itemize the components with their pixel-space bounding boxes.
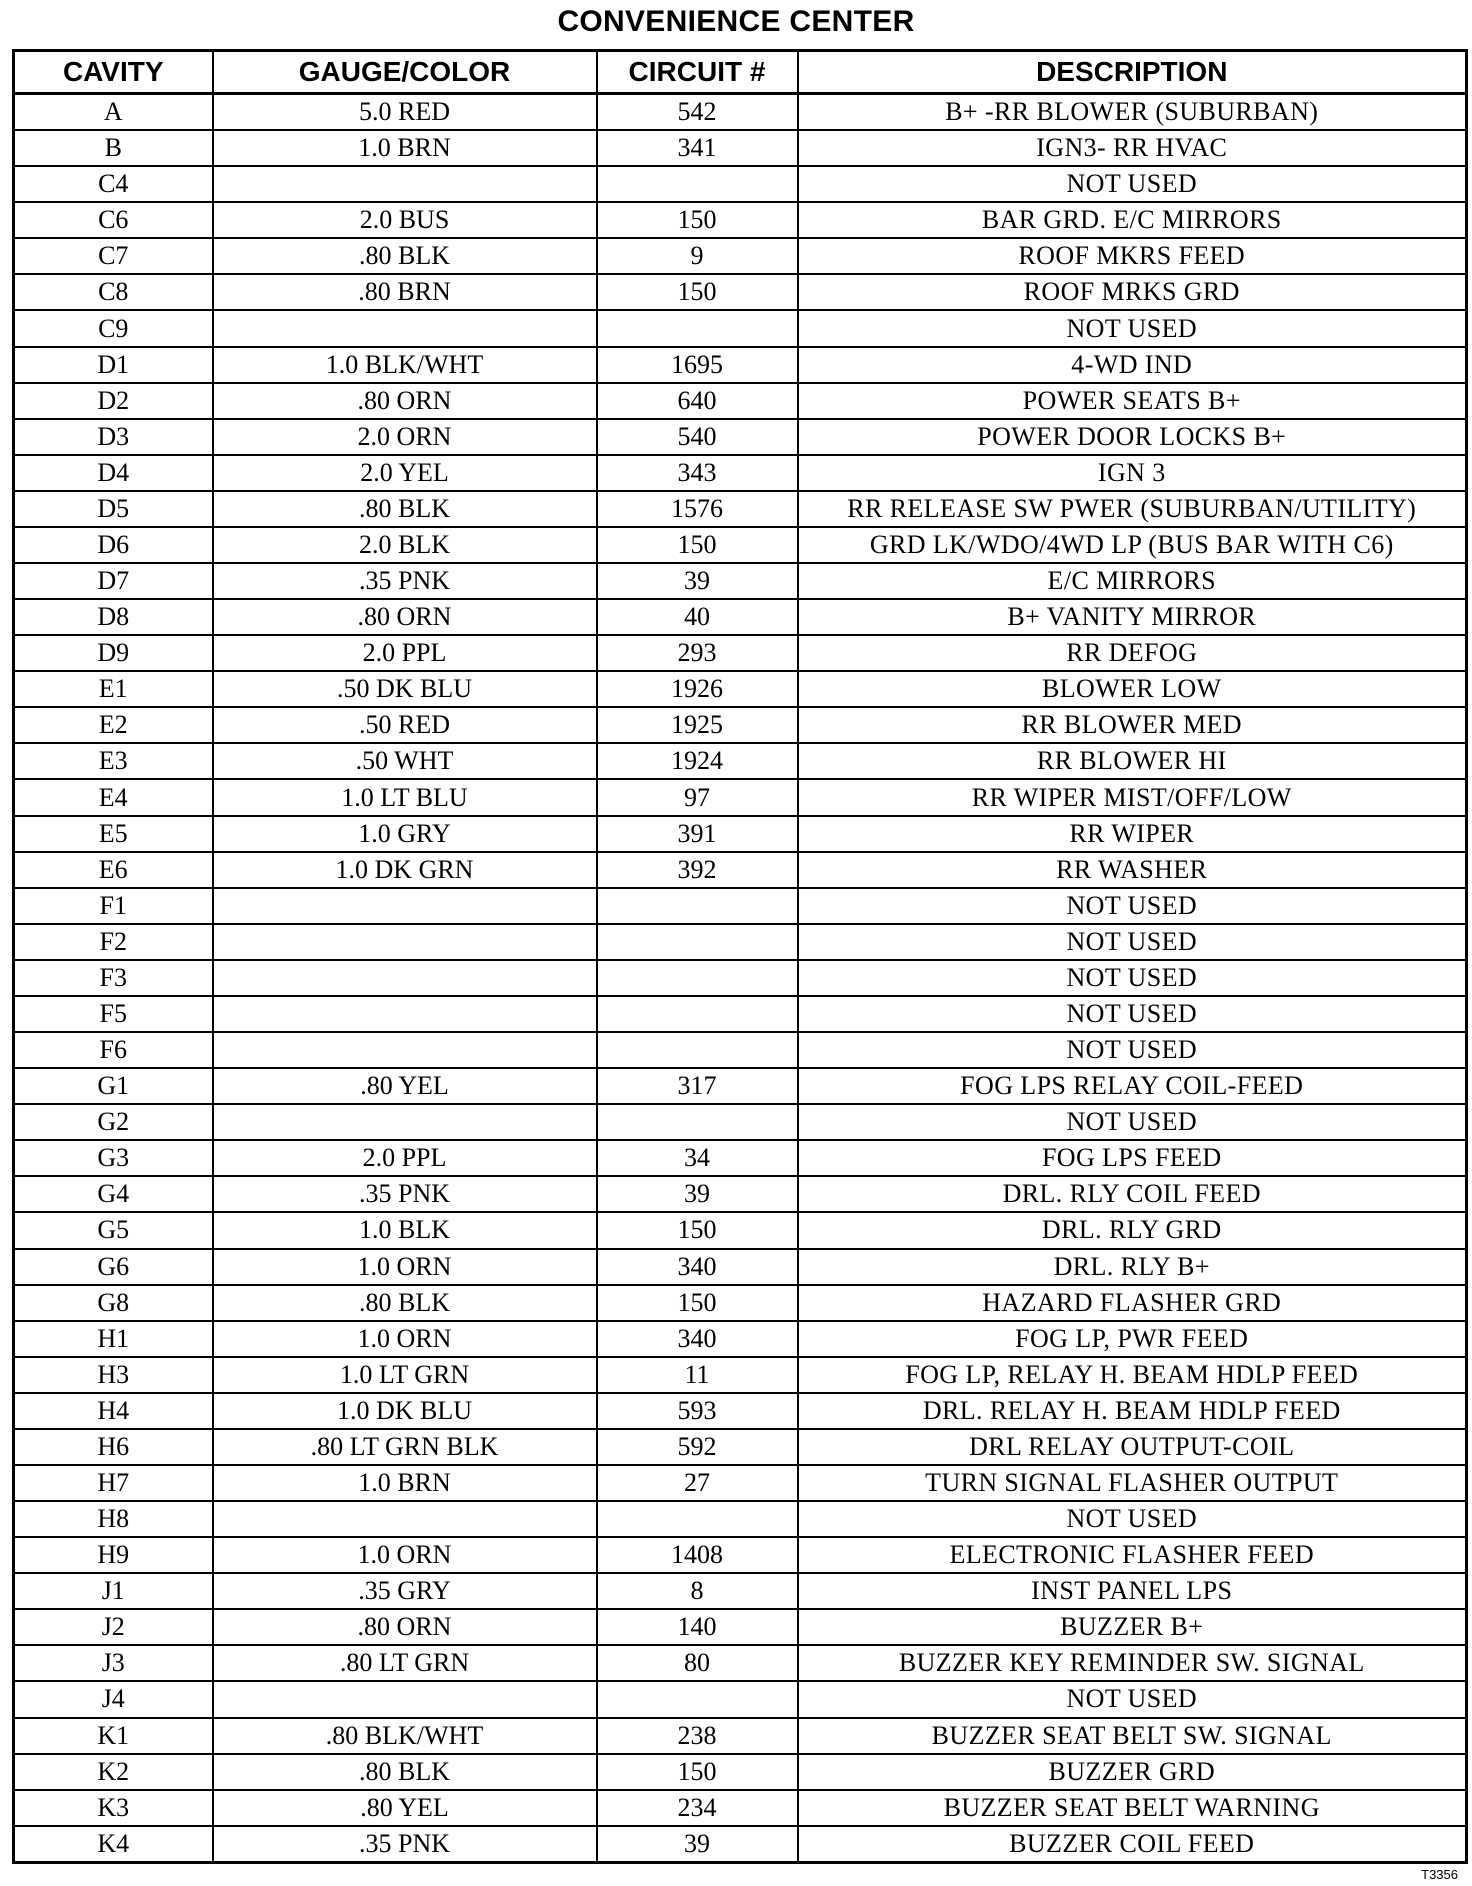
cell-cavity: G2 [14,1104,213,1140]
cell-cavity: D1 [14,347,213,383]
cell-description: NOT USED [798,888,1467,924]
table-row [14,816,1467,852]
cell-cavity: D2 [14,383,213,419]
cell-gauge-color: 1.0 ORN [213,1537,597,1573]
cell-circuit-number: 97 [597,779,798,815]
cell-circuit-number: 238 [597,1718,798,1754]
cell-description: DRL. RLY GRD [798,1212,1467,1248]
cell-circuit-number [597,1681,798,1717]
table-row [14,1357,1467,1393]
table-row [14,1249,1467,1285]
cell-cavity: F1 [14,888,213,924]
header-cavity: CAVITY [14,51,213,94]
page-title: CONVENIENCE CENTER [557,5,915,38]
cell-cavity: G3 [14,1140,213,1176]
cell-circuit-number: 542 [597,94,798,131]
cell-cavity: J1 [14,1573,213,1609]
cell-description: TURN SIGNAL FLASHER OUTPUT [798,1465,1467,1501]
cell-cavity: C4 [14,166,213,202]
cell-gauge-color [213,1104,597,1140]
table-body [14,94,1467,1863]
cell-circuit-number [597,960,798,996]
cell-gauge-color: 1.0 LT GRN [213,1357,597,1393]
cell-circuit-number: 150 [597,527,798,563]
cell-gauge-color: 1.0 BLK/WHT [213,347,597,383]
cell-description: FOG LPS FEED [798,1140,1467,1176]
cell-gauge-color [213,924,597,960]
cell-gauge-color: .80 BLK [213,1285,597,1321]
cell-description: BAR GRD. E/C MIRRORS [798,202,1467,238]
cell-gauge-color: .80 BLK [213,238,597,274]
cell-cavity: B [14,130,213,166]
cell-cavity: F6 [14,1032,213,1068]
cell-gauge-color: .80 BLK [213,491,597,527]
cell-circuit-number: 9 [597,238,798,274]
table-row [14,1032,1467,1068]
cell-gauge-color: 1.0 GRY [213,816,597,852]
table-row [14,455,1467,491]
cell-cavity: D8 [14,599,213,635]
cell-gauge-color: .80 ORN [213,383,597,419]
cell-cavity: E5 [14,816,213,852]
cell-cavity: H6 [14,1429,213,1465]
cell-circuit-number: 8 [597,1573,798,1609]
table-row [14,888,1467,924]
table-row [14,238,1467,274]
cell-circuit-number: 293 [597,635,798,671]
table-row [14,1104,1467,1140]
cell-circuit-number: 150 [597,1285,798,1321]
cell-circuit-number: 140 [597,1609,798,1645]
table-row [14,1140,1467,1176]
cell-description: BUZZER KEY REMINDER SW. SIGNAL [798,1645,1467,1681]
cell-description: BUZZER B+ [798,1609,1467,1645]
cell-description: NOT USED [798,996,1467,1032]
table-row [14,130,1467,166]
cell-cavity: H9 [14,1537,213,1573]
table-row [14,852,1467,888]
cell-circuit-number: 150 [597,274,798,310]
figure-code: T3356 [1421,1867,1458,1882]
cell-cavity: H4 [14,1393,213,1429]
cell-gauge-color: 1.0 ORN [213,1249,597,1285]
cell-cavity: J4 [14,1681,213,1717]
cell-cavity: D9 [14,635,213,671]
cell-description: FOG LPS RELAY COIL-FEED [798,1068,1467,1104]
cell-circuit-number: 40 [597,599,798,635]
cell-description: BLOWER LOW [798,671,1467,707]
cell-circuit-number [597,924,798,960]
table-row [14,1429,1467,1465]
cell-description: DRL. RELAY H. BEAM HDLP FEED [798,1393,1467,1429]
cell-description: IGN 3 [798,455,1467,491]
table-row [14,1718,1467,1754]
table-row [14,1285,1467,1321]
cell-description: NOT USED [798,924,1467,960]
cell-gauge-color: 2.0 PPL [213,1140,597,1176]
cell-circuit-number: 343 [597,455,798,491]
cell-description: NOT USED [798,960,1467,996]
cell-gauge-color: 2.0 ORN [213,419,597,455]
cell-cavity: H8 [14,1501,213,1537]
table-row [14,1754,1467,1790]
cell-description: RR DEFOG [798,635,1467,671]
cell-description: INST PANEL LPS [798,1573,1467,1609]
cell-circuit-number: 27 [597,1465,798,1501]
cell-cavity: K2 [14,1754,213,1790]
table-row [14,599,1467,635]
cell-circuit-number [597,996,798,1032]
cell-description: DRL. RLY COIL FEED [798,1176,1467,1212]
cell-cavity: E4 [14,779,213,815]
cell-gauge-color: 1.0 BLK [213,1212,597,1248]
cell-cavity: C6 [14,202,213,238]
cell-cavity: K4 [14,1826,213,1863]
convenience-center-table [12,49,1468,1864]
table-row [14,1609,1467,1645]
cell-circuit-number: 1926 [597,671,798,707]
cell-circuit-number [597,1501,798,1537]
cell-gauge-color: 1.0 DK GRN [213,852,597,888]
cell-cavity: C9 [14,310,213,346]
cell-description: RR BLOWER HI [798,743,1467,779]
table-row [14,996,1467,1032]
header-gauge-color: GAUGE/COLOR [213,51,597,94]
cell-gauge-color: .80 ORN [213,1609,597,1645]
cell-gauge-color: 5.0 RED [213,94,597,131]
cell-circuit-number: 234 [597,1790,798,1826]
table-row [14,1212,1467,1248]
cell-circuit-number: 1925 [597,707,798,743]
cell-gauge-color: .80 BLK [213,1754,597,1790]
cell-circuit-number: 150 [597,1212,798,1248]
cell-gauge-color: .80 LT GRN [213,1645,597,1681]
cell-circuit-number: 640 [597,383,798,419]
cell-gauge-color: .50 WHT [213,743,597,779]
table-row [14,94,1467,131]
cell-cavity: H7 [14,1465,213,1501]
table-row [14,274,1467,310]
cell-cavity: F5 [14,996,213,1032]
cell-gauge-color: 2.0 PPL [213,635,597,671]
cell-description: B+ VANITY MIRROR [798,599,1467,635]
cell-description: NOT USED [798,166,1467,202]
cell-gauge-color [213,960,597,996]
table-row [14,1681,1467,1717]
table-row [14,960,1467,996]
header-description: DESCRIPTION [798,51,1467,94]
cell-description: NOT USED [798,1104,1467,1140]
cell-gauge-color: .80 BRN [213,274,597,310]
cell-description: GRD LK/WDO/4WD LP (BUS BAR WITH C6) [798,527,1467,563]
cell-circuit-number: 39 [597,1176,798,1212]
table-row [14,310,1467,346]
cell-circuit-number: 1408 [597,1537,798,1573]
cell-description: NOT USED [798,1032,1467,1068]
cell-cavity: A [14,94,213,131]
table-header [14,51,1467,94]
cell-circuit-number: 1924 [597,743,798,779]
cell-cavity: H3 [14,1357,213,1393]
cell-cavity: J2 [14,1609,213,1645]
cell-circuit-number [597,888,798,924]
table-row [14,1645,1467,1681]
cell-description: DRL. RLY B+ [798,1249,1467,1285]
table-row [14,491,1467,527]
header-row [14,51,1467,94]
cell-description: BUZZER SEAT BELT WARNING [798,1790,1467,1826]
cell-circuit-number: 80 [597,1645,798,1681]
table-row [14,671,1467,707]
table-row [14,707,1467,743]
cell-circuit-number: 150 [597,202,798,238]
cell-gauge-color: .50 RED [213,707,597,743]
table-row [14,1790,1467,1826]
cell-description: RR WIPER MIST/OFF/LOW [798,779,1467,815]
cell-cavity: G8 [14,1285,213,1321]
cell-gauge-color: .35 PNK [213,563,597,599]
cell-circuit-number [597,1032,798,1068]
cell-cavity: G4 [14,1176,213,1212]
cell-gauge-color [213,166,597,202]
table-row [14,419,1467,455]
table-row [14,527,1467,563]
cell-circuit-number [597,310,798,346]
table-row [14,743,1467,779]
cell-description: DRL RELAY OUTPUT-COIL [798,1429,1467,1465]
cell-gauge-color [213,996,597,1032]
cell-gauge-color: 2.0 YEL [213,455,597,491]
cell-description: FOG LP, RELAY H. BEAM HDLP FEED [798,1357,1467,1393]
cell-circuit-number: 317 [597,1068,798,1104]
cell-gauge-color: 1.0 DK BLU [213,1393,597,1429]
cell-description: E/C MIRRORS [798,563,1467,599]
cell-cavity: K3 [14,1790,213,1826]
cell-cavity: E3 [14,743,213,779]
cell-circuit-number: 392 [597,852,798,888]
table-row [14,1393,1467,1429]
cell-circuit-number: 540 [597,419,798,455]
cell-description: ROOF MRKS GRD [798,274,1467,310]
cell-cavity: D7 [14,563,213,599]
cell-circuit-number: 1576 [597,491,798,527]
cell-gauge-color: .35 PNK [213,1176,597,1212]
cell-description: BUZZER GRD [798,1754,1467,1790]
cell-cavity: F3 [14,960,213,996]
cell-gauge-color [213,888,597,924]
cell-description: B+ -RR BLOWER (SUBURBAN) [798,94,1467,131]
cell-circuit-number: 150 [597,1754,798,1790]
cell-circuit-number: 391 [597,816,798,852]
cell-cavity: D5 [14,491,213,527]
cell-gauge-color: .80 BLK/WHT [213,1718,597,1754]
cell-description: IGN3- RR HVAC [798,130,1467,166]
cell-description: RR BLOWER MED [798,707,1467,743]
cell-cavity: D6 [14,527,213,563]
cell-circuit-number: 11 [597,1357,798,1393]
cell-circuit-number: 1695 [597,347,798,383]
cell-description: POWER SEATS B+ [798,383,1467,419]
cell-cavity: F2 [14,924,213,960]
cell-circuit-number: 592 [597,1429,798,1465]
cell-gauge-color: 2.0 BLK [213,527,597,563]
table-row [14,1465,1467,1501]
table-row [14,383,1467,419]
cell-gauge-color: 2.0 BUS [213,202,597,238]
cell-circuit-number: 593 [597,1393,798,1429]
table-row [14,635,1467,671]
cell-description: POWER DOOR LOCKS B+ [798,419,1467,455]
table-row [14,1068,1467,1104]
cell-cavity: G5 [14,1212,213,1248]
cell-circuit-number: 340 [597,1249,798,1285]
cell-cavity: E2 [14,707,213,743]
cell-description: BUZZER SEAT BELT SW. SIGNAL [798,1718,1467,1754]
cell-gauge-color: .80 YEL [213,1068,597,1104]
table-row [14,563,1467,599]
table-row [14,1321,1467,1357]
cell-cavity: C7 [14,238,213,274]
cell-cavity: K1 [14,1718,213,1754]
cell-cavity: H1 [14,1321,213,1357]
cell-gauge-color [213,1681,597,1717]
cell-gauge-color [213,1032,597,1068]
table-row [14,347,1467,383]
table-row [14,1826,1467,1863]
cell-description: ELECTRONIC FLASHER FEED [798,1537,1467,1573]
cell-circuit-number: 340 [597,1321,798,1357]
cell-cavity: G6 [14,1249,213,1285]
cell-gauge-color: .80 YEL [213,1790,597,1826]
cell-cavity: C8 [14,274,213,310]
cell-description: HAZARD FLASHER GRD [798,1285,1467,1321]
cell-gauge-color: 1.0 ORN [213,1321,597,1357]
table-row [14,1176,1467,1212]
cell-description: ROOF MKRS FEED [798,238,1467,274]
cell-cavity: G1 [14,1068,213,1104]
cell-circuit-number: 39 [597,563,798,599]
header-circuit-number: CIRCUIT # [597,51,798,94]
cell-circuit-number: 39 [597,1826,798,1863]
cell-gauge-color: .80 LT GRN BLK [213,1429,597,1465]
cell-gauge-color: .50 DK BLU [213,671,597,707]
table-row [14,202,1467,238]
cell-cavity: D3 [14,419,213,455]
cell-cavity: E6 [14,852,213,888]
cell-description: RR WASHER [798,852,1467,888]
cell-description: RR WIPER [798,816,1467,852]
cell-cavity: J3 [14,1645,213,1681]
cell-gauge-color: .35 PNK [213,1826,597,1863]
cell-cavity: D4 [14,455,213,491]
cell-gauge-color: 1.0 BRN [213,130,597,166]
cell-description: NOT USED [798,1501,1467,1537]
cell-circuit-number [597,1104,798,1140]
cell-cavity: E1 [14,671,213,707]
cell-gauge-color: .35 GRY [213,1573,597,1609]
cell-gauge-color: .80 ORN [213,599,597,635]
table-row [14,1501,1467,1537]
table-row [14,166,1467,202]
cell-gauge-color: 1.0 BRN [213,1465,597,1501]
table-row [14,1573,1467,1609]
table-row [14,779,1467,815]
cell-circuit-number: 341 [597,130,798,166]
table-row [14,1537,1467,1573]
cell-gauge-color [213,310,597,346]
cell-description: BUZZER COIL FEED [798,1826,1467,1863]
cell-description: RR RELEASE SW PWER (SUBURBAN/UTILITY) [798,491,1467,527]
cell-description: NOT USED [798,310,1467,346]
table-row [14,924,1467,960]
cell-gauge-color: 1.0 LT BLU [213,779,597,815]
cell-description: FOG LP, PWR FEED [798,1321,1467,1357]
cell-description: NOT USED [798,1681,1467,1717]
cell-description: 4-WD IND [798,347,1467,383]
cell-gauge-color [213,1501,597,1537]
cell-circuit-number [597,166,798,202]
cell-circuit-number: 34 [597,1140,798,1176]
